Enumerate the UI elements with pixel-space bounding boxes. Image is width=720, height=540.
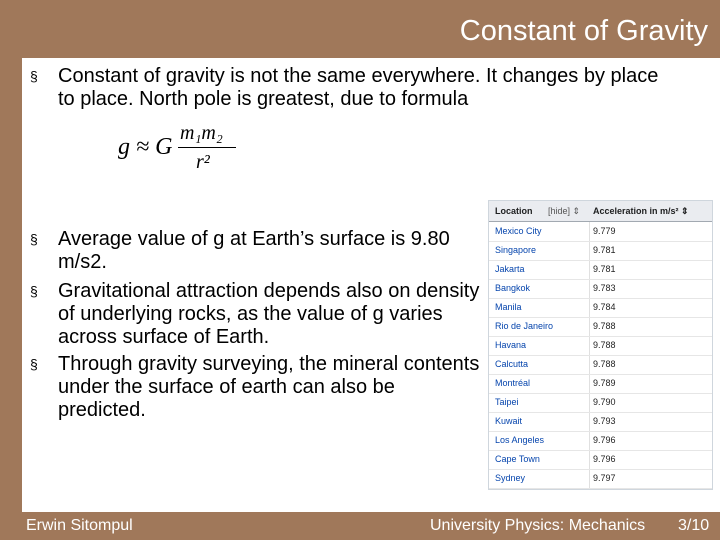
acceleration-value: 9.788 xyxy=(593,340,616,350)
bullet-text: Average value of g at Earth’s surface is 9.80 m/s2. xyxy=(58,228,450,273)
location-link[interactable]: Calcutta xyxy=(495,359,529,369)
bullet-4 xyxy=(30,353,480,422)
slide-title: Constant of Gravity xyxy=(459,15,708,47)
bullet-marker: § xyxy=(30,283,38,299)
gravity-table xyxy=(488,200,713,490)
table-row xyxy=(489,393,712,413)
header-location[interactable]: Location xyxy=(495,206,533,216)
bullet-2 xyxy=(30,228,480,274)
footer-page-number: 3/10 xyxy=(678,517,710,534)
location-link[interactable]: Los Angeles xyxy=(495,435,545,445)
acceleration-value: 9.788 xyxy=(593,359,616,369)
footer-author: Erwin Sitompul xyxy=(26,517,133,534)
table-row xyxy=(489,298,712,318)
acceleration-value: 9.793 xyxy=(593,416,616,426)
acceleration-value: 9.781 xyxy=(593,245,616,255)
bullet-3 xyxy=(30,280,480,349)
header-acceleration[interactable]: Acceleration in m/s² ⇕ xyxy=(593,206,689,216)
bullet-text: Gravitational attraction depends also on density of underlying rocks, as the value of g varies across surface of Earth. xyxy=(58,280,480,348)
location-link[interactable]: Cape Town xyxy=(495,454,540,464)
formula-fraction-bar xyxy=(178,147,236,148)
table-row xyxy=(489,374,712,394)
formula-lhs: g ≈ G xyxy=(118,134,173,160)
gravity-formula xyxy=(118,120,258,180)
formula-denominator: r² xyxy=(196,151,210,173)
location-link[interactable]: Mexico City xyxy=(495,226,542,236)
table-row xyxy=(489,260,712,280)
bullet-marker: § xyxy=(30,231,38,247)
bullet-marker: § xyxy=(30,68,38,84)
acceleration-value: 9.788 xyxy=(593,321,616,331)
acceleration-value: 9.784 xyxy=(593,302,616,312)
acceleration-value: 9.797 xyxy=(593,473,616,483)
table-row xyxy=(489,279,712,299)
location-link[interactable]: Singapore xyxy=(495,245,537,255)
acceleration-value: 9.789 xyxy=(593,378,616,388)
footer-course: University Physics: Mechanics xyxy=(430,517,646,534)
bullet-marker: § xyxy=(30,356,38,372)
acceleration-value: 9.779 xyxy=(593,226,616,236)
header-hide-toggle[interactable]: [hide] ⇕ xyxy=(548,206,581,216)
acceleration-value: 9.790 xyxy=(593,397,616,407)
table-row xyxy=(489,241,712,261)
table-row xyxy=(489,450,712,470)
acceleration-value: 9.781 xyxy=(593,264,616,274)
table-header xyxy=(489,201,712,222)
location-link[interactable]: Rio de Janeiro xyxy=(495,321,554,331)
table-row xyxy=(489,317,712,337)
table-row xyxy=(489,222,712,242)
acceleration-value: 9.796 xyxy=(593,435,616,445)
location-link[interactable]: Jakarta xyxy=(495,264,525,274)
table-row xyxy=(489,336,712,356)
bullet-text: Through gravity surveying, the mineral contents under the surface of earth can also be predicted. xyxy=(58,353,480,421)
table-row xyxy=(489,412,712,432)
location-link[interactable]: Taipei xyxy=(495,397,519,407)
formula-numerator: m₁m₂ xyxy=(180,122,223,144)
slide-content xyxy=(22,58,720,512)
bullet-1 xyxy=(30,65,680,111)
table-row xyxy=(489,469,712,489)
location-link[interactable]: Havana xyxy=(495,340,527,350)
acceleration-value: 9.783 xyxy=(593,283,616,293)
bullet-text: Constant of gravity is not the same everywhere. It changes by place to place. North pole is greatest, due to formula xyxy=(58,65,659,110)
location-link[interactable]: Bangkok xyxy=(495,283,531,293)
location-link[interactable]: Sydney xyxy=(495,473,526,483)
table-row xyxy=(489,431,712,451)
location-link[interactable]: Manila xyxy=(495,302,522,312)
acceleration-value: 9.796 xyxy=(593,454,616,464)
location-link[interactable]: Montréal xyxy=(495,378,531,388)
table-row xyxy=(489,355,712,375)
location-link[interactable]: Kuwait xyxy=(495,416,523,426)
